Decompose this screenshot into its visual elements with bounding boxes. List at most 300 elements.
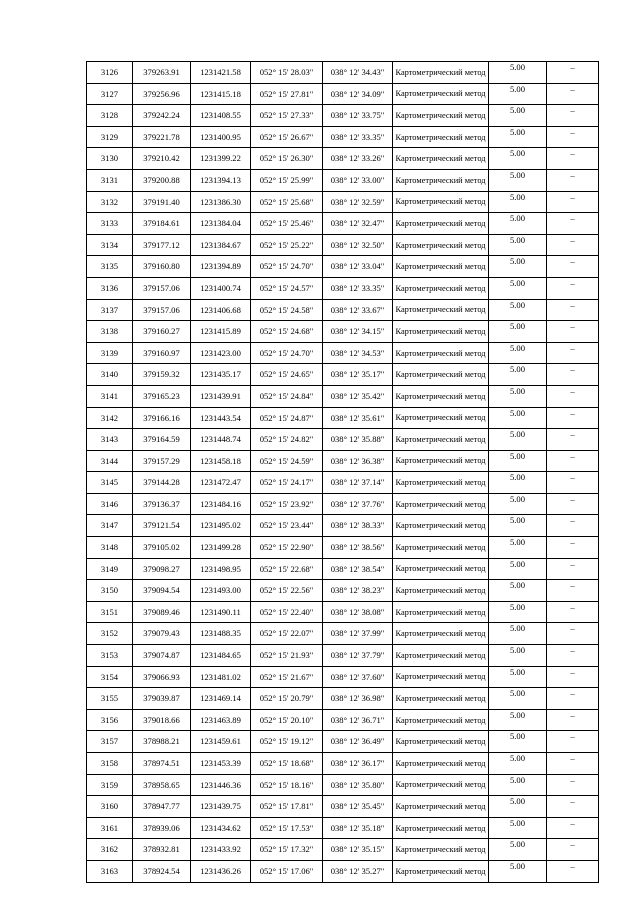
- method-cell: Картометрический метод: [393, 126, 489, 148]
- point-number-cell: 3160: [87, 796, 133, 818]
- y-coordinate-cell: 1231495.02: [191, 515, 251, 537]
- table-row: [87, 126, 599, 148]
- longitude-cell: 038° 12' 37.99": [323, 623, 393, 645]
- y-coordinate-cell: 1231439.91: [191, 385, 251, 407]
- method-cell: Картометрический метод: [393, 83, 489, 105]
- latitude-cell: 052° 15' 24.70": [251, 342, 323, 364]
- note-cell: –: [547, 256, 599, 278]
- latitude-cell: 052° 15' 24.57": [251, 277, 323, 299]
- method-cell: Картометрический метод: [393, 299, 489, 321]
- table-row: [87, 148, 599, 170]
- table-row: [87, 169, 599, 191]
- note-cell: –: [547, 623, 599, 645]
- longitude-cell: 038° 12' 33.75": [323, 105, 393, 127]
- accuracy-cell: 5.00: [489, 493, 547, 515]
- note-cell: –: [547, 234, 599, 256]
- x-coordinate-cell: 379157.06: [133, 277, 191, 299]
- longitude-cell: 038° 12' 38.08": [323, 601, 393, 623]
- x-coordinate-cell: 379263.91: [133, 62, 191, 84]
- note-cell: –: [547, 515, 599, 537]
- longitude-cell: 038° 12' 33.00": [323, 169, 393, 191]
- point-number-cell: 3130: [87, 148, 133, 170]
- accuracy-cell: 5.00: [489, 839, 547, 861]
- accuracy-cell: 5.00: [489, 450, 547, 472]
- latitude-cell: 052° 15' 23.44": [251, 515, 323, 537]
- y-coordinate-cell: 1231399.22: [191, 148, 251, 170]
- latitude-cell: 052° 15' 22.56": [251, 580, 323, 602]
- note-cell: –: [547, 774, 599, 796]
- longitude-cell: 038° 12' 37.79": [323, 645, 393, 667]
- method-cell: Картометрический метод: [393, 105, 489, 127]
- note-cell: –: [547, 645, 599, 667]
- table-row: [87, 731, 599, 753]
- latitude-cell: 052° 15' 21.67": [251, 666, 323, 688]
- method-cell: Картометрический метод: [393, 796, 489, 818]
- latitude-cell: 052° 15' 22.68": [251, 558, 323, 580]
- x-coordinate-cell: 379166.16: [133, 407, 191, 429]
- accuracy-cell: 5.00: [489, 580, 547, 602]
- point-number-cell: 3136: [87, 277, 133, 299]
- coordinates-table-body: [87, 62, 599, 883]
- point-number-cell: 3159: [87, 774, 133, 796]
- method-cell: Картометрический метод: [393, 256, 489, 278]
- method-cell: Картометрический метод: [393, 688, 489, 710]
- method-cell: Картометрический метод: [393, 277, 489, 299]
- y-coordinate-cell: 1231472.47: [191, 472, 251, 494]
- point-number-cell: 3156: [87, 709, 133, 731]
- table-row: [87, 580, 599, 602]
- longitude-cell: 038° 12' 34.15": [323, 321, 393, 343]
- accuracy-cell: 5.00: [489, 731, 547, 753]
- y-coordinate-cell: 1231499.28: [191, 537, 251, 559]
- accuracy-cell: 5.00: [489, 753, 547, 775]
- latitude-cell: 052° 15' 24.70": [251, 256, 323, 278]
- x-coordinate-cell: 379098.27: [133, 558, 191, 580]
- note-cell: –: [547, 537, 599, 559]
- note-cell: –: [547, 817, 599, 839]
- note-cell: –: [547, 666, 599, 688]
- accuracy-cell: 5.00: [489, 62, 547, 84]
- x-coordinate-cell: 379160.80: [133, 256, 191, 278]
- x-coordinate-cell: 379160.27: [133, 321, 191, 343]
- method-cell: Картометрический метод: [393, 321, 489, 343]
- x-coordinate-cell: 379165.23: [133, 385, 191, 407]
- accuracy-cell: 5.00: [489, 213, 547, 235]
- accuracy-cell: 5.00: [489, 796, 547, 818]
- y-coordinate-cell: 1231384.04: [191, 213, 251, 235]
- longitude-cell: 038° 12' 33.35": [323, 277, 393, 299]
- x-coordinate-cell: 378947.77: [133, 796, 191, 818]
- accuracy-cell: 5.00: [489, 558, 547, 580]
- note-cell: –: [547, 429, 599, 451]
- point-number-cell: 3147: [87, 515, 133, 537]
- note-cell: –: [547, 105, 599, 127]
- longitude-cell: 038° 12' 35.17": [323, 364, 393, 386]
- accuracy-cell: 5.00: [489, 234, 547, 256]
- method-cell: Картометрический метод: [393, 709, 489, 731]
- y-coordinate-cell: 1231421.58: [191, 62, 251, 84]
- x-coordinate-cell: 379066.93: [133, 666, 191, 688]
- table-row: [87, 342, 599, 364]
- y-coordinate-cell: 1231394.89: [191, 256, 251, 278]
- point-number-cell: 3154: [87, 666, 133, 688]
- longitude-cell: 038° 12' 35.42": [323, 385, 393, 407]
- point-number-cell: 3149: [87, 558, 133, 580]
- latitude-cell: 052° 15' 24.59": [251, 450, 323, 472]
- note-cell: –: [547, 580, 599, 602]
- y-coordinate-cell: 1231493.00: [191, 580, 251, 602]
- table-row: [87, 753, 599, 775]
- longitude-cell: 038° 12' 36.17": [323, 753, 393, 775]
- point-number-cell: 3155: [87, 688, 133, 710]
- x-coordinate-cell: 379094.54: [133, 580, 191, 602]
- x-coordinate-cell: 379079.43: [133, 623, 191, 645]
- point-number-cell: 3151: [87, 601, 133, 623]
- accuracy-cell: 5.00: [489, 169, 547, 191]
- x-coordinate-cell: 378974.51: [133, 753, 191, 775]
- y-coordinate-cell: 1231490.11: [191, 601, 251, 623]
- table-row: [87, 839, 599, 861]
- point-number-cell: 3139: [87, 342, 133, 364]
- latitude-cell: 052° 15' 25.46": [251, 213, 323, 235]
- y-coordinate-cell: 1231469.14: [191, 688, 251, 710]
- x-coordinate-cell: 378924.54: [133, 860, 191, 882]
- y-coordinate-cell: 1231484.16: [191, 493, 251, 515]
- table-row: [87, 105, 599, 127]
- longitude-cell: 038° 12' 35.88": [323, 429, 393, 451]
- accuracy-cell: 5.00: [489, 515, 547, 537]
- table-row: [87, 645, 599, 667]
- latitude-cell: 052° 15' 22.07": [251, 623, 323, 645]
- point-number-cell: 3132: [87, 191, 133, 213]
- latitude-cell: 052° 15' 24.17": [251, 472, 323, 494]
- latitude-cell: 052° 15' 21.93": [251, 645, 323, 667]
- point-number-cell: 3157: [87, 731, 133, 753]
- note-cell: –: [547, 126, 599, 148]
- accuracy-cell: 5.00: [489, 407, 547, 429]
- table-row: [87, 191, 599, 213]
- longitude-cell: 038° 12' 38.33": [323, 515, 393, 537]
- method-cell: Картометрический метод: [393, 860, 489, 882]
- accuracy-cell: 5.00: [489, 321, 547, 343]
- latitude-cell: 052° 15' 18.68": [251, 753, 323, 775]
- method-cell: Картометрический метод: [393, 558, 489, 580]
- x-coordinate-cell: 379210.42: [133, 148, 191, 170]
- longitude-cell: 038° 12' 34.43": [323, 62, 393, 84]
- table-row: [87, 321, 599, 343]
- longitude-cell: 038° 12' 35.61": [323, 407, 393, 429]
- point-number-cell: 3129: [87, 126, 133, 148]
- note-cell: –: [547, 688, 599, 710]
- x-coordinate-cell: 379089.46: [133, 601, 191, 623]
- accuracy-cell: 5.00: [489, 666, 547, 688]
- note-cell: –: [547, 753, 599, 775]
- method-cell: Картометрический метод: [393, 191, 489, 213]
- x-coordinate-cell: 379157.06: [133, 299, 191, 321]
- method-cell: Картометрический метод: [393, 169, 489, 191]
- longitude-cell: 038° 12' 32.50": [323, 234, 393, 256]
- accuracy-cell: 5.00: [489, 105, 547, 127]
- latitude-cell: 052° 15' 28.03": [251, 62, 323, 84]
- latitude-cell: 052° 15' 22.90": [251, 537, 323, 559]
- method-cell: Картометрический метод: [393, 774, 489, 796]
- latitude-cell: 052° 15' 24.84": [251, 385, 323, 407]
- latitude-cell: 052° 15' 18.16": [251, 774, 323, 796]
- note-cell: –: [547, 299, 599, 321]
- point-number-cell: 3141: [87, 385, 133, 407]
- accuracy-cell: 5.00: [489, 817, 547, 839]
- method-cell: Картометрический метод: [393, 601, 489, 623]
- note-cell: –: [547, 277, 599, 299]
- coordinates-table: [86, 61, 599, 883]
- method-cell: Картометрический метод: [393, 472, 489, 494]
- accuracy-cell: 5.00: [489, 126, 547, 148]
- y-coordinate-cell: 1231384.67: [191, 234, 251, 256]
- method-cell: Картометрический метод: [393, 731, 489, 753]
- latitude-cell: 052° 15' 24.58": [251, 299, 323, 321]
- method-cell: Картометрический метод: [393, 537, 489, 559]
- note-cell: –: [547, 796, 599, 818]
- table-row: [87, 666, 599, 688]
- method-cell: Картометрический метод: [393, 515, 489, 537]
- y-coordinate-cell: 1231415.18: [191, 83, 251, 105]
- table-row: [87, 774, 599, 796]
- table-row: [87, 83, 599, 105]
- point-number-cell: 3158: [87, 753, 133, 775]
- y-coordinate-cell: 1231435.17: [191, 364, 251, 386]
- table-row: [87, 860, 599, 882]
- method-cell: Картометрический метод: [393, 839, 489, 861]
- method-cell: Картометрический метод: [393, 407, 489, 429]
- accuracy-cell: 5.00: [489, 364, 547, 386]
- table-row: [87, 709, 599, 731]
- point-number-cell: 3135: [87, 256, 133, 278]
- accuracy-cell: 5.00: [489, 83, 547, 105]
- y-coordinate-cell: 1231415.89: [191, 321, 251, 343]
- note-cell: –: [547, 407, 599, 429]
- point-number-cell: 3138: [87, 321, 133, 343]
- y-coordinate-cell: 1231423.00: [191, 342, 251, 364]
- longitude-cell: 038° 12' 32.47": [323, 213, 393, 235]
- y-coordinate-cell: 1231436.26: [191, 860, 251, 882]
- accuracy-cell: 5.00: [489, 299, 547, 321]
- latitude-cell: 052° 15' 25.68": [251, 191, 323, 213]
- note-cell: –: [547, 213, 599, 235]
- note-cell: –: [547, 62, 599, 84]
- table-row: [87, 537, 599, 559]
- y-coordinate-cell: 1231408.55: [191, 105, 251, 127]
- note-cell: –: [547, 558, 599, 580]
- latitude-cell: 052° 15' 24.65": [251, 364, 323, 386]
- note-cell: –: [547, 709, 599, 731]
- latitude-cell: 052° 15' 26.67": [251, 126, 323, 148]
- accuracy-cell: 5.00: [489, 688, 547, 710]
- latitude-cell: 052° 15' 17.06": [251, 860, 323, 882]
- table-row: [87, 623, 599, 645]
- x-coordinate-cell: 379159.32: [133, 364, 191, 386]
- table-row: [87, 450, 599, 472]
- accuracy-cell: 5.00: [489, 342, 547, 364]
- accuracy-cell: 5.00: [489, 472, 547, 494]
- y-coordinate-cell: 1231458.18: [191, 450, 251, 472]
- note-cell: –: [547, 450, 599, 472]
- x-coordinate-cell: 379157.29: [133, 450, 191, 472]
- point-number-cell: 3127: [87, 83, 133, 105]
- longitude-cell: 038° 12' 36.98": [323, 688, 393, 710]
- method-cell: Картометрический метод: [393, 62, 489, 84]
- table-row: [87, 558, 599, 580]
- point-number-cell: 3150: [87, 580, 133, 602]
- point-number-cell: 3145: [87, 472, 133, 494]
- point-number-cell: 3133: [87, 213, 133, 235]
- point-number-cell: 3144: [87, 450, 133, 472]
- note-cell: –: [547, 191, 599, 213]
- y-coordinate-cell: 1231498.95: [191, 558, 251, 580]
- y-coordinate-cell: 1231481.02: [191, 666, 251, 688]
- x-coordinate-cell: 379160.97: [133, 342, 191, 364]
- x-coordinate-cell: 379242.24: [133, 105, 191, 127]
- note-cell: –: [547, 342, 599, 364]
- method-cell: Картометрический метод: [393, 385, 489, 407]
- y-coordinate-cell: 1231488.35: [191, 623, 251, 645]
- method-cell: Картометрический метод: [393, 580, 489, 602]
- x-coordinate-cell: 379221.78: [133, 126, 191, 148]
- method-cell: Картометрический метод: [393, 429, 489, 451]
- accuracy-cell: 5.00: [489, 601, 547, 623]
- note-cell: –: [547, 385, 599, 407]
- accuracy-cell: 5.00: [489, 385, 547, 407]
- latitude-cell: 052° 15' 27.81": [251, 83, 323, 105]
- x-coordinate-cell: 378958.65: [133, 774, 191, 796]
- y-coordinate-cell: 1231433.92: [191, 839, 251, 861]
- y-coordinate-cell: 1231439.75: [191, 796, 251, 818]
- method-cell: Картометрический метод: [393, 450, 489, 472]
- accuracy-cell: 5.00: [489, 623, 547, 645]
- longitude-cell: 038° 12' 37.14": [323, 472, 393, 494]
- x-coordinate-cell: 379136.37: [133, 493, 191, 515]
- note-cell: –: [547, 148, 599, 170]
- table-row: [87, 472, 599, 494]
- note-cell: –: [547, 472, 599, 494]
- table-row: [87, 256, 599, 278]
- latitude-cell: 052° 15' 17.81": [251, 796, 323, 818]
- y-coordinate-cell: 1231400.74: [191, 277, 251, 299]
- y-coordinate-cell: 1231434.62: [191, 817, 251, 839]
- table-row: [87, 364, 599, 386]
- y-coordinate-cell: 1231448.74: [191, 429, 251, 451]
- note-cell: –: [547, 321, 599, 343]
- accuracy-cell: 5.00: [489, 256, 547, 278]
- table-row: [87, 234, 599, 256]
- accuracy-cell: 5.00: [489, 429, 547, 451]
- method-cell: Картометрический метод: [393, 753, 489, 775]
- x-coordinate-cell: 379018.66: [133, 709, 191, 731]
- accuracy-cell: 5.00: [489, 774, 547, 796]
- accuracy-cell: 5.00: [489, 148, 547, 170]
- method-cell: Картометрический метод: [393, 623, 489, 645]
- table-row: [87, 277, 599, 299]
- longitude-cell: 038° 12' 36.71": [323, 709, 393, 731]
- x-coordinate-cell: 379164.59: [133, 429, 191, 451]
- table-row: [87, 213, 599, 235]
- latitude-cell: 052° 15' 20.10": [251, 709, 323, 731]
- note-cell: –: [547, 364, 599, 386]
- point-number-cell: 3137: [87, 299, 133, 321]
- note-cell: –: [547, 169, 599, 191]
- latitude-cell: 052° 15' 24.87": [251, 407, 323, 429]
- x-coordinate-cell: 379039.87: [133, 688, 191, 710]
- point-number-cell: 3152: [87, 623, 133, 645]
- table-row: [87, 429, 599, 451]
- longitude-cell: 038° 12' 34.53": [323, 342, 393, 364]
- longitude-cell: 038° 12' 35.80": [323, 774, 393, 796]
- y-coordinate-cell: 1231463.89: [191, 709, 251, 731]
- x-coordinate-cell: 379200.88: [133, 169, 191, 191]
- table-row: [87, 385, 599, 407]
- longitude-cell: 038° 12' 34.09": [323, 83, 393, 105]
- longitude-cell: 038° 12' 33.04": [323, 256, 393, 278]
- latitude-cell: 052° 15' 19.12": [251, 731, 323, 753]
- method-cell: Картометрический метод: [393, 817, 489, 839]
- note-cell: –: [547, 731, 599, 753]
- latitude-cell: 052° 15' 23.92": [251, 493, 323, 515]
- note-cell: –: [547, 601, 599, 623]
- longitude-cell: 038° 12' 35.18": [323, 817, 393, 839]
- x-coordinate-cell: 379074.87: [133, 645, 191, 667]
- latitude-cell: 052° 15' 24.68": [251, 321, 323, 343]
- y-coordinate-cell: 1231459.61: [191, 731, 251, 753]
- x-coordinate-cell: 378939.06: [133, 817, 191, 839]
- table-row: [87, 515, 599, 537]
- method-cell: Картометрический метод: [393, 666, 489, 688]
- method-cell: Картометрический метод: [393, 148, 489, 170]
- point-number-cell: 3161: [87, 817, 133, 839]
- point-number-cell: 3153: [87, 645, 133, 667]
- accuracy-cell: 5.00: [489, 860, 547, 882]
- x-coordinate-cell: 378988.21: [133, 731, 191, 753]
- y-coordinate-cell: 1231386.30: [191, 191, 251, 213]
- longitude-cell: 038° 12' 37.76": [323, 493, 393, 515]
- x-coordinate-cell: 379177.12: [133, 234, 191, 256]
- method-cell: Картометрический метод: [393, 213, 489, 235]
- latitude-cell: 052° 15' 17.32": [251, 839, 323, 861]
- latitude-cell: 052° 15' 27.33": [251, 105, 323, 127]
- longitude-cell: 038° 12' 36.49": [323, 731, 393, 753]
- point-number-cell: 3140: [87, 364, 133, 386]
- method-cell: Картометрический метод: [393, 234, 489, 256]
- note-cell: –: [547, 83, 599, 105]
- table-row: [87, 796, 599, 818]
- note-cell: –: [547, 493, 599, 515]
- point-number-cell: 3131: [87, 169, 133, 191]
- latitude-cell: 052° 15' 17.53": [251, 817, 323, 839]
- method-cell: Картометрический метод: [393, 364, 489, 386]
- longitude-cell: 038° 12' 37.60": [323, 666, 393, 688]
- table-row: [87, 299, 599, 321]
- point-number-cell: 3143: [87, 429, 133, 451]
- accuracy-cell: 5.00: [489, 709, 547, 731]
- point-number-cell: 3146: [87, 493, 133, 515]
- x-coordinate-cell: 379191.40: [133, 191, 191, 213]
- method-cell: Картометрический метод: [393, 493, 489, 515]
- latitude-cell: 052° 15' 25.99": [251, 169, 323, 191]
- table-row: [87, 62, 599, 84]
- longitude-cell: 038° 12' 36.38": [323, 450, 393, 472]
- point-number-cell: 3162: [87, 839, 133, 861]
- table-row: [87, 407, 599, 429]
- longitude-cell: 038° 12' 38.56": [323, 537, 393, 559]
- table-row: [87, 601, 599, 623]
